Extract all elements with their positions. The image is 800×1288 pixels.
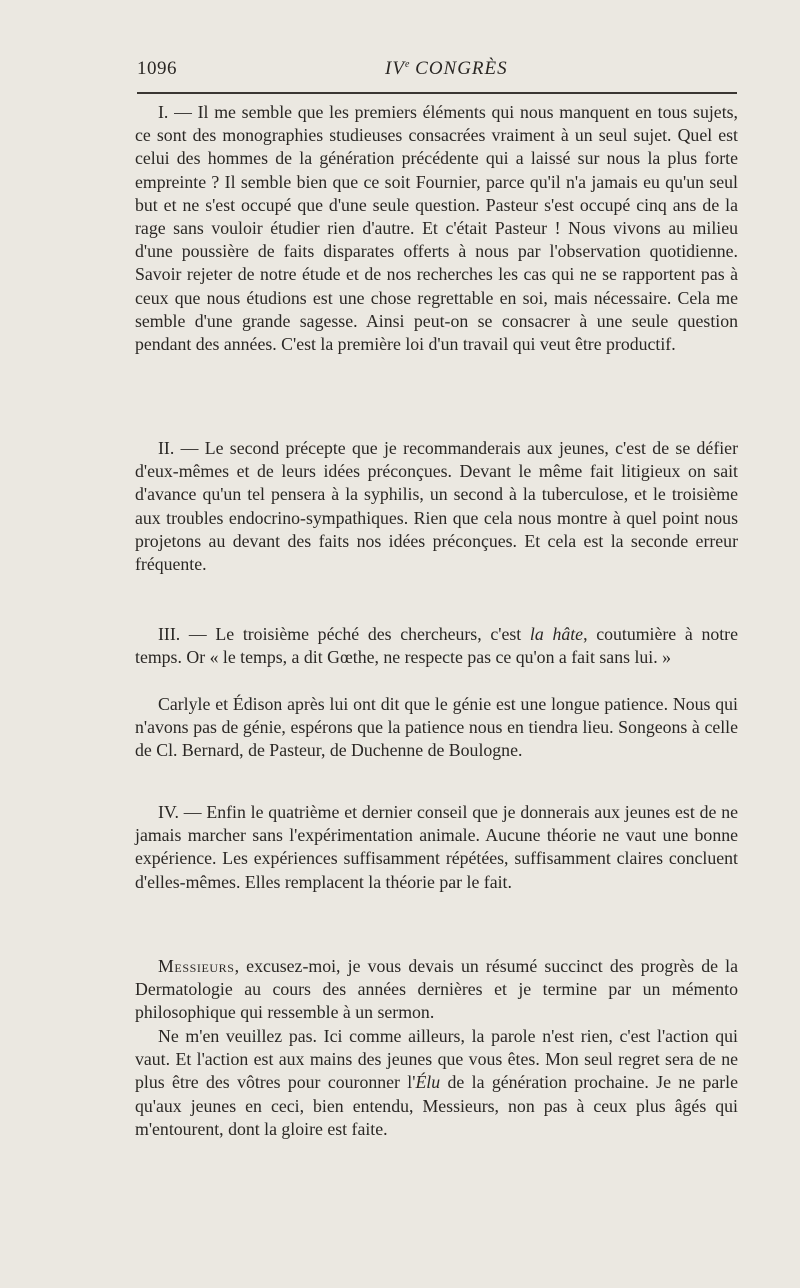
running-head: [385, 58, 508, 80]
paragraph-6-emphasis: Élu: [415, 1072, 441, 1093]
page-header: [137, 58, 737, 82]
paragraph-5: [135, 955, 738, 1025]
paragraph-6: [135, 1025, 738, 1141]
paragraph-3b: [135, 693, 738, 763]
page-number: 1096: [137, 58, 177, 79]
paragraph-6-text-end: de la génération prochaine. Je ne parle qu'aux jeunes en ceci, bien entendu, Messieurs, non pas à ceux plus âgés qui m'entourent, dont la gloire est faite.: [135, 1072, 739, 1139]
header-rule: [137, 92, 737, 94]
paragraph-5-smallcaps: Messieurs: [158, 956, 235, 976]
running-head-prefix: IV: [385, 58, 405, 79]
paragraph-2-text: II. — Le second précepte que je recommanderais aux jeunes, c'est de se défier d'eux-mêmes et de leurs idées préconçues. Devant le même fait litigieux on sait d'avance qu'un tel pensera à la syphilis, un second à la tuberculose, et le troisième aux troubles endocrino-sympathiques. Rien que cela nous montre à quel point nous projetons au devant des faits nos idées préconçues. Et cela est la seconde erreur fréquente.: [135, 438, 738, 575]
paragraph-1-text: I. — Il me semble que les premiers éléments qui nous manquent en tous sujets, ce sont des monographies studieuses consacrées vraiment à un seul sujet. Quel est celui des hommes de la génération précédente qui a laissé sur nous la plus forte empreinte ? Il semble bien que ce soit Fournier, parce qu'il n'a jamais eu qu'un seul but et ne s'est occupé que d'une seule question. Pasteur s'est occupé cinq ans de la rage sans vouloir étudier rien d'autre. Et c'était Pasteur ! Nous vivons au milieu d'une poussière de faits disparates offerts à nous par l'observation quotidienne. Savoir rejeter de notre étude et de nos recherches les cas qui ne se rapportent pas à ceux que nous étudions est une chose regrettable en soi, mais nécessaire. Cela me semble d'une grande sagesse. Ainsi peut-on se consacrer à une seule question pendant des années. C'est la première loi d'un travail qui veut être productif.: [135, 102, 738, 355]
paragraph-3-text-start: III. — Le troisième péché des chercheurs, c'est: [158, 624, 530, 644]
paragraph-2: [135, 437, 738, 576]
paragraph-3-text-end: , coutumière à notre temps. Or « le temps, a dit Gœthe, ne respecte pas ce qu'on a fait sans lui. »: [135, 624, 738, 668]
paragraph-4-text: IV. — Enfin le quatrième et dernier conseil que je donnerais aux jeunes est de ne jamais marcher sans l'expérimentation animale. Aucune théorie ne vaut une bonne expérience. Les expériences suffisamment répétées, suffisamment claires concluent d'elles-mêmes. Elles remplacent la théorie par le fait.: [135, 802, 738, 892]
paragraph-3b-text: Carlyle et Édison après lui ont dit que le génie est une longue patience. Nous qui n'avons pas de génie, espérons que la patience nous en tiendra lieu. Songeons à celle de Cl. Bernard, de Pasteur, de Duchenne de Boulogne.: [135, 694, 738, 761]
paragraph-3: [135, 623, 738, 669]
paragraph-5-text: , excusez-moi, je vous devais un résumé succinct des progrès de la Dermatologie au cours des années dernières et je termine par un mémento philosophique qui ressemble à un sermon.: [135, 956, 738, 1023]
running-head-suffix: CONGRÈS: [409, 58, 508, 79]
running-head-superscript: e: [404, 59, 410, 70]
paragraph-6-text-start: Ne m'en veuillez pas. Ici comme ailleurs, la parole n'est rien, c'est l'action qui vaut. Et l'action est aux mains des jeunes que vous êtes. Mon seul regret sera de ne plus être des vôtres pour couronner l': [135, 1026, 738, 1093]
paragraph-1: [135, 101, 738, 356]
paragraph-3-emphasis: la hâte: [529, 624, 584, 644]
paragraph-4: [135, 801, 738, 894]
